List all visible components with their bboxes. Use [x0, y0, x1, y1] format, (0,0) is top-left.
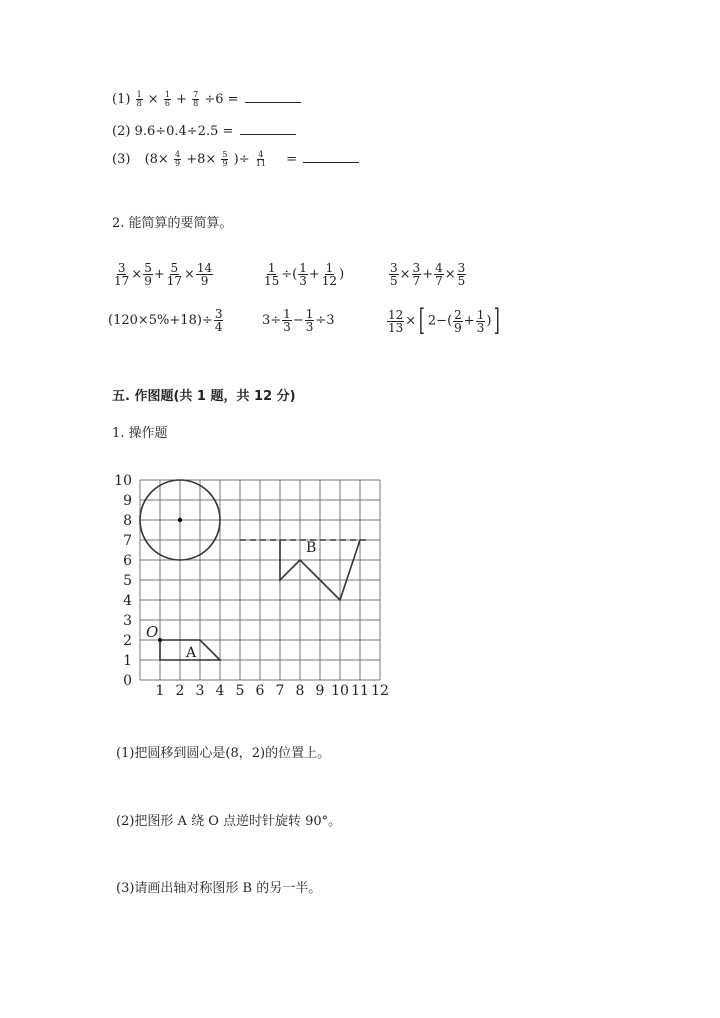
- y-tick-label: 9: [123, 493, 132, 509]
- y-tick-label: 3: [123, 613, 132, 629]
- y-tick-label: 4: [123, 593, 132, 609]
- y-tick-label: 7: [123, 533, 132, 549]
- x-tick-label: 4: [215, 683, 225, 699]
- x-tick-label: 2: [175, 683, 185, 699]
- x-tick-label: 8: [295, 683, 305, 699]
- expr-1: $\frac{3}{17}$ × $\frac{5}{9}$ + $\frac{5}{17}$ × $\frac{14}{9}$: [114, 261, 213, 288]
- y-tick-label: 6: [123, 553, 132, 569]
- sub-1-title: 1. 操作题: [112, 426, 168, 441]
- x-tick-label: 5: [235, 683, 245, 699]
- q1-fraction-2: $\frac{1}{6}$: [164, 90, 170, 108]
- x-tick-label: 3: [195, 683, 205, 699]
- task-1: (1)把圆移到圆心是(8，2)的位置上。: [116, 746, 331, 761]
- x-tick-label: 9: [315, 683, 325, 699]
- q2-answer-blank[interactable]: [240, 122, 296, 135]
- y-tick-label: 0: [123, 673, 132, 689]
- q3-prefix: (3): [112, 152, 131, 167]
- expr-6: $\frac{12}{13}$ ×[ 2−( $\frac{2}{9}$ + $\frac{1}{3}$ )]: [388, 303, 501, 338]
- x-tick-label: 6: [255, 683, 265, 699]
- q1-fraction-3: $\frac{7}{8}$: [193, 90, 199, 108]
- x-tick-label: 10: [331, 683, 349, 699]
- section-5-title: 五. 作图题(共 1 题，共 12 分): [112, 389, 296, 404]
- q2-text: (2) 9.6÷0.4÷2.5 =: [112, 124, 234, 139]
- question-1: [112, 90, 301, 108]
- task-3: (3)请画出轴对称图形 B 的另一半。: [116, 881, 322, 896]
- circle-center-dot: [178, 518, 182, 522]
- y-tick-label: 1: [123, 653, 132, 669]
- x-tick-label: 1: [155, 683, 165, 699]
- q1-fraction-1: $\frac{1}{8}$: [136, 90, 142, 108]
- expr-5: 3÷ $\frac{1}{3}$ − $\frac{1}{3}$ ÷3: [262, 307, 335, 334]
- y-tick-label: 2: [123, 633, 132, 649]
- expr-2: $\frac{1}{15}$ ÷( $\frac{1}{3}$ + $\frac{1}{12}$ ): [264, 261, 345, 288]
- q3-fraction-2: $\frac{5}{9}$: [222, 150, 228, 168]
- task-2: (2)把图形 A 绕 O 点逆时针旋转 90°。: [116, 814, 342, 829]
- coordinate-grid: [110, 470, 400, 702]
- expr-3: $\frac{3}{5}$ × $\frac{3}{7}$ + $\frac{4}{7}$ × $\frac{3}{5}$: [390, 261, 466, 288]
- question-3: [112, 150, 359, 168]
- y-tick-label: 10: [114, 473, 132, 489]
- q3-fraction-1: $\frac{4}{9}$: [174, 150, 181, 168]
- q3-close: )÷: [233, 152, 250, 167]
- q3-answer-blank[interactable]: [303, 150, 359, 163]
- q1-prefix: (1): [112, 92, 131, 107]
- grid-labels: [114, 473, 389, 699]
- x-tick-label: 11: [351, 683, 369, 699]
- origin-label: O: [146, 623, 159, 641]
- shape-a-label: A: [186, 645, 197, 661]
- q3-open: (8×: [144, 152, 169, 167]
- q1-answer-blank[interactable]: [245, 90, 301, 103]
- question-2: [112, 122, 296, 139]
- section-2-title: 2. 能简算的要简算。: [112, 216, 233, 231]
- y-tick-label: 5: [123, 573, 132, 589]
- x-tick-label: 7: [275, 683, 285, 699]
- q3-mid: +8×: [186, 152, 217, 167]
- q1-tail: ÷6 =: [204, 92, 239, 107]
- expr-4: (120×5%+18)÷ $\frac{3}{4}$: [108, 307, 223, 334]
- shape-b-label: B: [306, 540, 317, 556]
- q1-op1: ×: [147, 92, 159, 107]
- q3-eq: =: [286, 152, 297, 167]
- x-tick-label: 12: [371, 683, 389, 699]
- grid-shapes: [140, 480, 370, 661]
- grid-lines: [140, 480, 380, 680]
- q3-fraction-3: $\frac{4}{11}$: [255, 150, 266, 168]
- origin-point: [158, 638, 162, 642]
- q1-op2: +: [176, 92, 187, 107]
- y-tick-label: 8: [123, 513, 132, 529]
